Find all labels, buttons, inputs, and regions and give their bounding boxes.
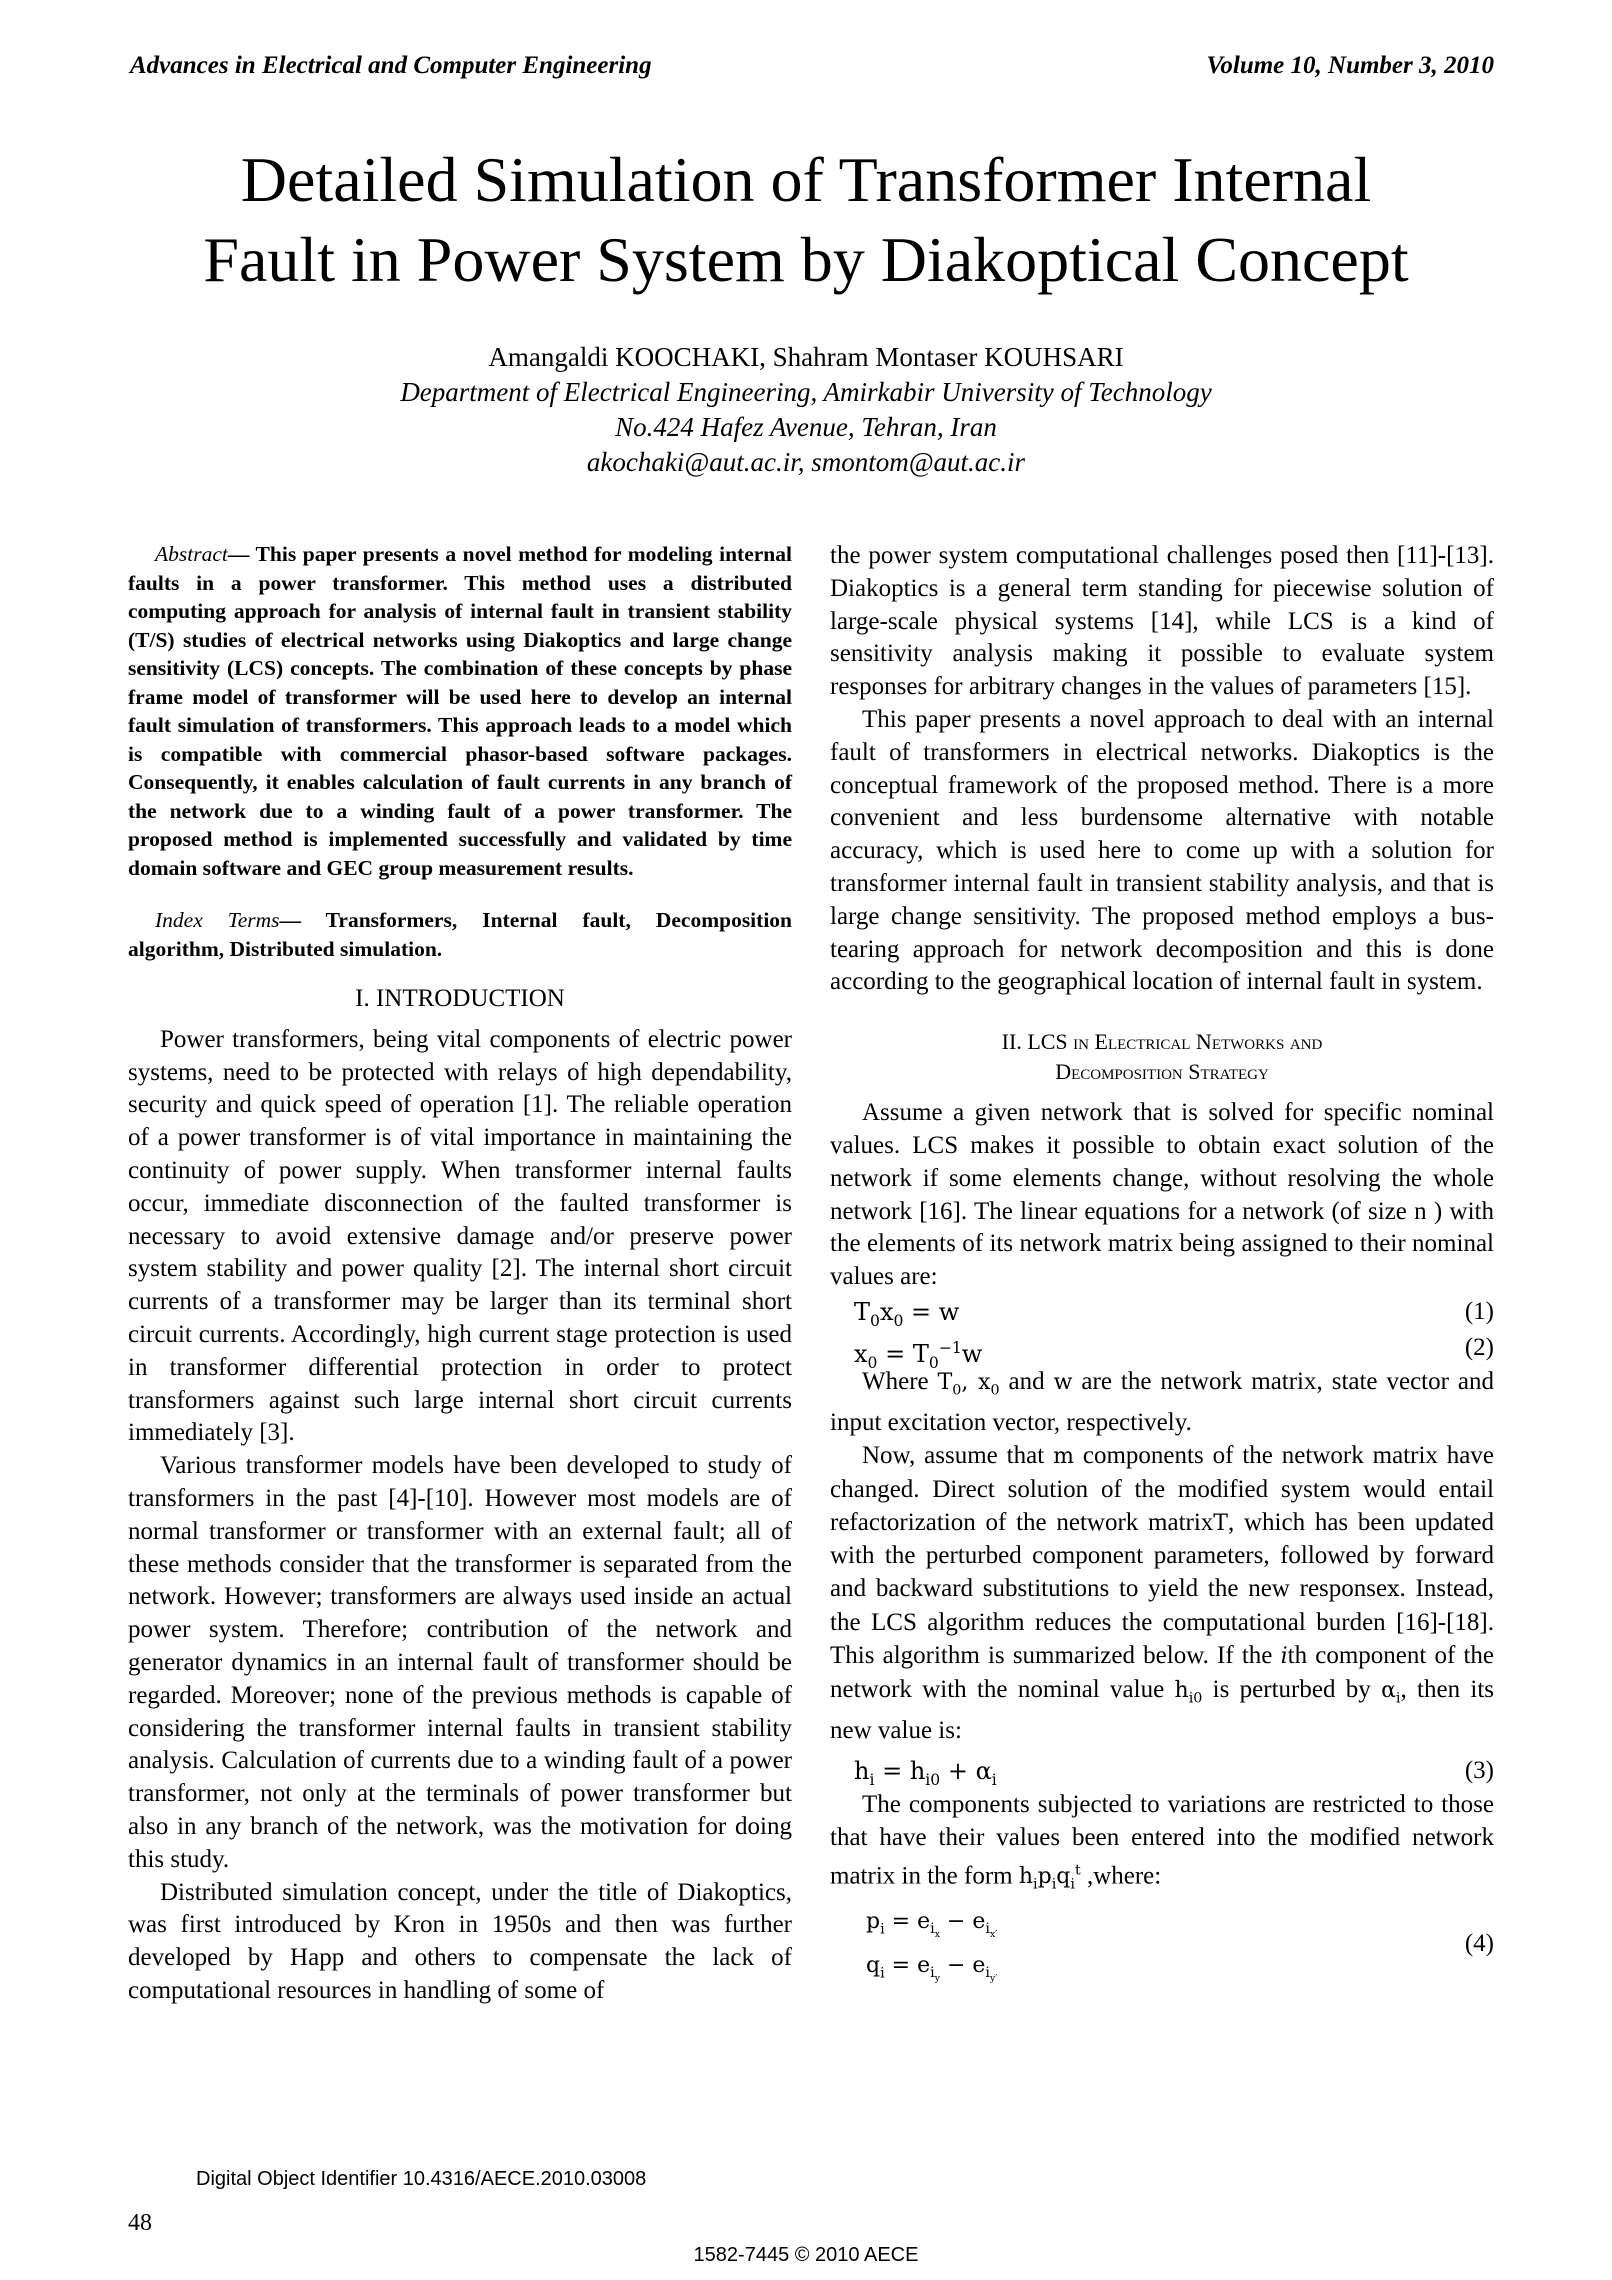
paragraph: Assume a given network that is solved for specific nominal values. LCS makes it possible to obtain exact solution of the network if some elements change, without resolving the whole network [16]. The linear equations for a network (of size n ) with the elements of its network matrix being assigned to their nominal values are: <box>830 1099 1494 1291</box>
math-inline: $h_ip_iq_i^t$ <box>1018 1863 1081 1893</box>
page-number: 48 <box>128 2210 152 2236</box>
paper-title <box>100 140 1512 300</box>
paragraph <box>830 1366 1494 1440</box>
title-line-2: Fault in Power System by Diakoptical Concept <box>203 224 1409 295</box>
right-column <box>830 540 1494 1990</box>
author-block <box>100 340 1512 480</box>
index-terms-text: — Transformers, Internal fault, Decomposition algorithm, Distributed simulation. <box>128 908 792 961</box>
equation-number: (1) <box>1464 1297 1494 1325</box>
math-inline: i <box>1280 1643 1288 1669</box>
heading-part: Decomposition Strategy <box>1055 1059 1269 1085</box>
paragraph: Various transformer models have been developed to study of transformers in the past [4]-[10]. However most models are of normal transformer or transformer with an external fault; all of these methods consider that the transformer is separated from the network. However; transformers are always used inside an actual power system. Therefore; contribution of the network and generator dynamics in an internal fault of transformer should be regarded. Moreover; none of the previous methods is capable of considering the transformer internal faults in transient stability analysis. Calculation of currents due to a winding fault of a power transformer, not only at the terminals of power transformer but also in any branch of the network, was the motivation for doing this study. <box>128 1452 792 1873</box>
equation-body: $h_i = h_{i0} + \alpha_i$ <box>854 1757 997 1790</box>
equation-body: $T_0x_0 = w$ <box>854 1297 960 1330</box>
equation-number: (3) <box>1464 1757 1494 1785</box>
equation-4 <box>830 1906 1494 1990</box>
text-run: Now, assume that <box>862 1441 1045 1469</box>
address: No.424 Hafez Avenue, Tehran, Iran <box>615 412 997 442</box>
text-run: is perturbed by <box>1212 1675 1371 1703</box>
index-terms-lead: Index Terms <box>155 908 280 932</box>
text-run: . Instead, the LCS algorithm reduces the computational burden [16]-[18]. This algorithm is summarized below. If the <box>830 1575 1494 1669</box>
paragraph <box>830 1440 1494 1748</box>
left-column <box>128 540 792 2008</box>
paragraph: This paper presents a novel approach to deal with an internal fault of transformers in electrical networks. Diakoptics is the conceptual framework of the proposed method. There is a more convenient and less burdensome alternative with notable accuracy, which is used here to come up with a solution for transformer internal fault in transient stability analysis, and that is large change sensitivity. The proposed method employs a bus-tearing approach for network decomposition and this is done according to the geographical location of internal fault in system. <box>830 705 1494 996</box>
text-run: ,where: <box>1086 1862 1162 1890</box>
text-run: The components subjected to variations are restricted to those that have their values been entered into the modified network matrix in the form <box>830 1791 1494 1890</box>
index-terms <box>128 906 792 963</box>
equation-line: $q_i = e_{i_y} - e_{i_{y'}}$ <box>866 1952 998 1984</box>
text-run: are the network matrix, state vector and input excitation vector, respectively. <box>830 1367 1494 1437</box>
heading-part: in Electrical Networks and <box>1073 1029 1323 1055</box>
math-inline: $T_0$, $x_0$ <box>937 1369 1000 1399</box>
title-line-1: Detailed Simulation of Transformer Internal <box>240 144 1372 215</box>
section-heading-introduction: I. INTRODUCTION <box>355 985 565 1012</box>
math-inline: T <box>1213 1510 1228 1536</box>
paragraph: Distributed simulation concept, under the title of Diakoptics, was first introduced by Kron in 1950s and then was further developed by Happ and others to compensate the lack of computational resources in handling of some of <box>128 1878 792 2004</box>
equation-line: $p_i = e_{i_x} - e_{i_{x'}}$ <box>866 1908 998 1940</box>
affiliation: Department of Electrical Engineering, Amirkabir University of Technology <box>400 377 1212 407</box>
text-run: , which has been updated with the perturbed component parameters, followed by forward and backward substitutions to yield the new response <box>830 1508 1494 1603</box>
math-inline: x <box>1387 1577 1400 1603</box>
copyright: 1582-7445 © 2010 AECE <box>693 2244 919 2266</box>
paragraph <box>830 1789 1494 1901</box>
text-run: components of the network matrix have changed. Direct solution of the modified system would entail refactorization of the network matrix <box>830 1441 1495 1536</box>
equation-body: $x_0 = T_0^{-1}w$ <box>854 1338 983 1372</box>
authors: Amangaldi KOOCHAKI, Shahram Montaser KOUHSARI <box>488 342 1124 372</box>
math-inline: $h_{i0}$ <box>1174 1677 1203 1706</box>
section-heading-lcs <box>830 1027 1494 1087</box>
math-inline: $\alpha_i$ <box>1381 1677 1401 1706</box>
volume-info: Volume 10, Number 3, 2010 <box>1206 52 1494 79</box>
equation-2 <box>830 1330 1494 1372</box>
text-run: Where <box>862 1367 929 1395</box>
equation-1 <box>830 1294 1494 1330</box>
abstract-text: — This paper presents a novel method for modeling internal faults in a power transformer. This method uses a distributed computing approach for analysis of internal fault in transient stability (T/S) studies of electrical networks using Diakoptics and large change sensitivity (LCS) concepts. The combination of these concepts by phase frame model of transformer will be used here to develop an internal fault simulation of transformers. This approach leads to a model which is compatible with commercial phasor-based software packages. Consequently, it enables calculation of fault currents in any branch of the network due to a winding fault of a power transformer. The proposed method is implemented successfully and validated by time domain software and GEC group measurement results. <box>128 542 792 880</box>
text-run: and <box>1008 1367 1045 1395</box>
text-run: th component of the network with the nominal value <box>830 1641 1495 1703</box>
paragraph: the power system computational challenges posed then [11]-[13]. Diakoptics is a general term standing for piecewise solution of large-scale physical systems [14], while LCS is a kind of sensitivity analysis making it possible to evaluate system responses for arbitrary changes in the values of parameters [15]. <box>830 542 1494 701</box>
doi: Digital Object Identifier 10.4316/AECE.2010.03008 <box>196 2168 647 2190</box>
equation-number: (2) <box>1464 1333 1494 1361</box>
journal-name: Advances in Electrical and Computer Engineering <box>130 52 652 79</box>
math-inline: m <box>1053 1443 1074 1469</box>
abstract-lead: Abstract <box>155 542 228 566</box>
equation-3 <box>830 1753 1494 1789</box>
math-inline: w <box>1053 1369 1073 1395</box>
paragraph: Power transformers, being vital components of electric power systems, need to be protected with relays of high dependability, security and quick speed of operation [1]. The reliable operation of a power transformer is of vital importance in maintaining the continuity of power supply. When transformer internal faults occur, immediate disconnection of the faulted transformer is necessary to avoid extensive damage and/or preserve power system stability and power quality [2]. The internal short circuit currents of a transformer may be larger than its terminal short circuit currents. Accordingly, high current stage protection is used in transformer differential protection in order to protect transformers against such large internal short circuit currents immediately [3]. <box>128 1025 792 1447</box>
abstract <box>128 540 792 882</box>
equation-number: (4) <box>1464 1929 1494 1957</box>
emails: akochaki@aut.ac.ir, smontom@aut.ac.ir <box>586 447 1026 477</box>
text-run: , then its new value is: <box>830 1675 1495 1744</box>
heading-part: II. LCS <box>1001 1029 1074 1055</box>
